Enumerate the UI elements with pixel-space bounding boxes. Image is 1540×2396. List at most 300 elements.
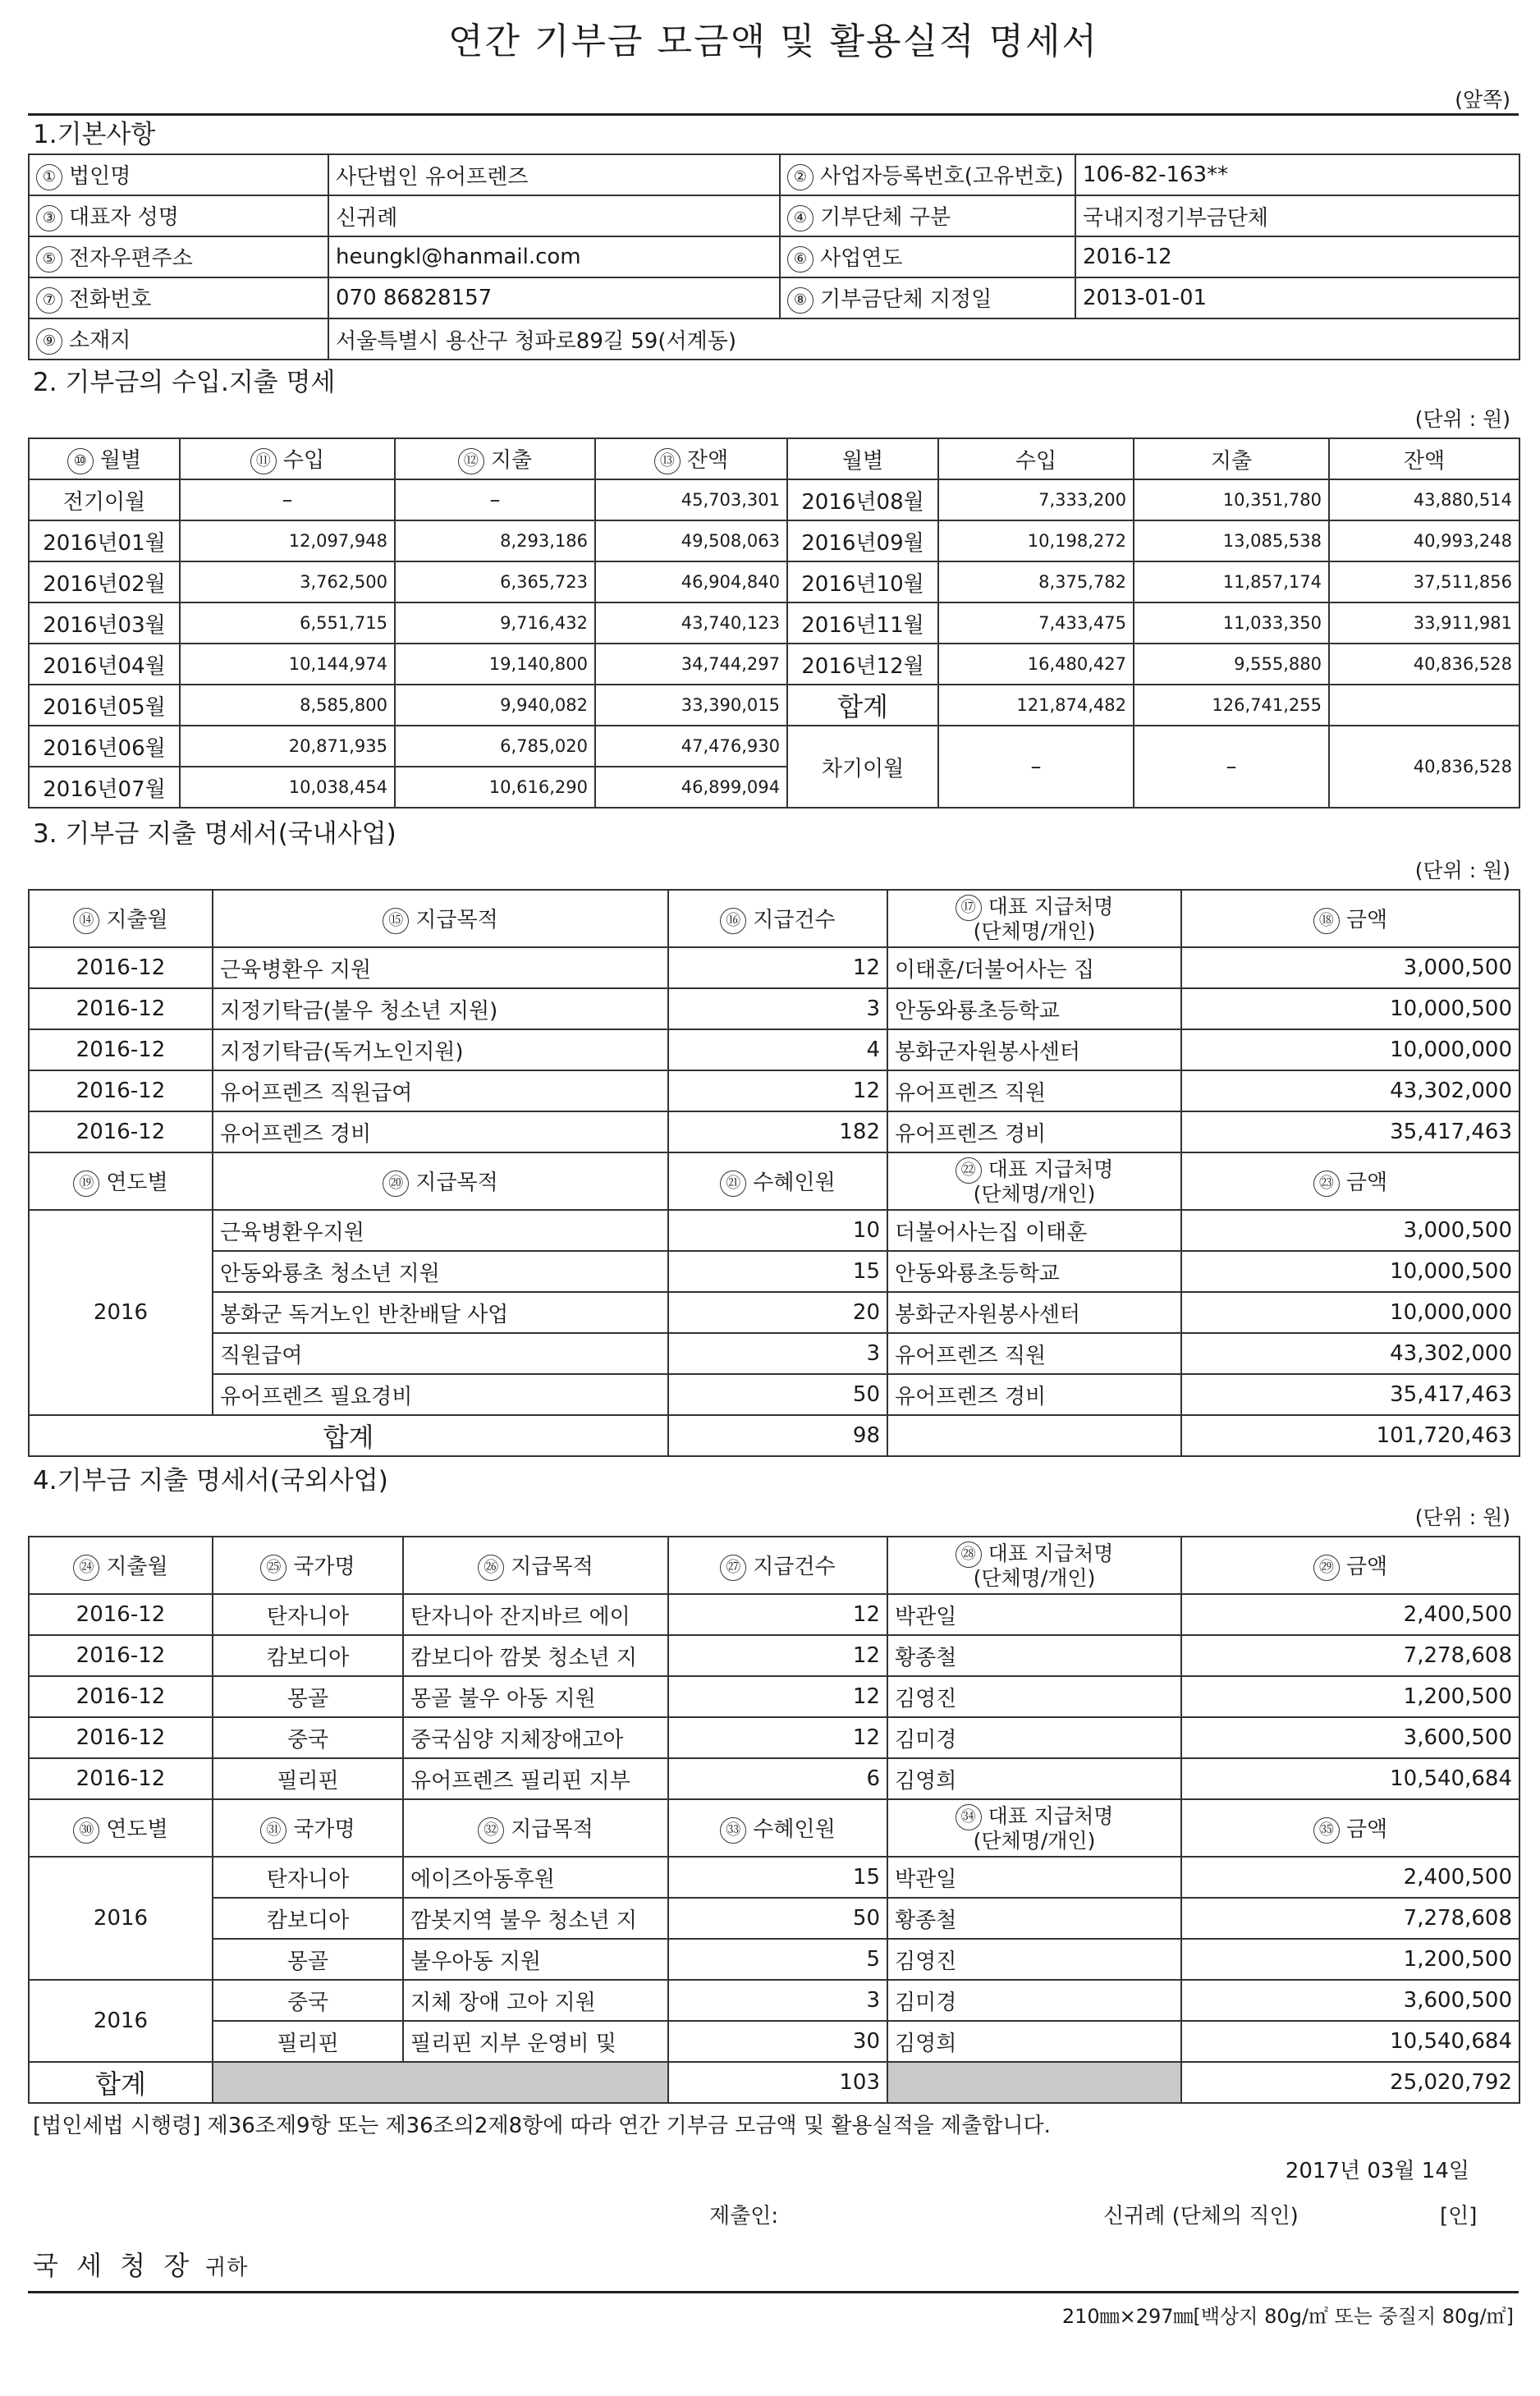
item-number-icon: ④ bbox=[787, 205, 814, 231]
balance-cell: 33,911,981 bbox=[1329, 602, 1519, 644]
column-header bbox=[403, 1799, 668, 1857]
field-value: 신귀례 bbox=[328, 195, 780, 236]
total-label: 합계 bbox=[29, 1415, 668, 1456]
month-cell: 2016-12 bbox=[29, 1029, 213, 1070]
column-header bbox=[213, 1537, 403, 1594]
income-cell: 10,038,454 bbox=[180, 767, 395, 808]
column-header bbox=[213, 890, 668, 947]
submitter-name: 신귀례 (단체의 직인) bbox=[1103, 2204, 1299, 2229]
purpose-cell: 봉화군 독거노인 반찬배달 사업 bbox=[213, 1292, 668, 1333]
amount-cell: 1,200,500 bbox=[1181, 1939, 1519, 1980]
expense-cell: 6,365,723 bbox=[395, 561, 595, 602]
section-3-heading: 3. 기부금 지출 명세서(국내사업) bbox=[33, 819, 396, 849]
law-statement: [법인세법 시행령] 제36조제9항 또는 제36조의2제8항에 따라 연간 기부금 모금액 및 활용실적을 제출합니다. bbox=[33, 2114, 1051, 2138]
income-expense-table bbox=[28, 438, 1520, 809]
month-cell: 2016-12 bbox=[29, 1758, 213, 1799]
expense-cell: 13,085,538 bbox=[1134, 520, 1329, 561]
header-text: 대표 지급처명 bbox=[988, 895, 1114, 919]
country-cell: 필리핀 bbox=[213, 2021, 403, 2062]
item-number-icon: ⑰ bbox=[956, 895, 982, 921]
balance-cell: 40,836,528 bbox=[1329, 644, 1519, 685]
column-header bbox=[1181, 1537, 1519, 1594]
expense-cell: 10,351,780 bbox=[1134, 479, 1329, 520]
overseas-row bbox=[29, 1635, 1519, 1676]
balance-cell: 43,740,123 bbox=[595, 602, 787, 644]
expense-cell: 6,785,020 bbox=[395, 726, 595, 767]
overseas-row bbox=[29, 1758, 1519, 1799]
item-number-icon: ① bbox=[36, 164, 62, 190]
header-text: 지급목적 bbox=[415, 1171, 498, 1196]
amount-cell: 43,302,000 bbox=[1181, 1333, 1519, 1374]
month-cell: 2016-12 bbox=[29, 1594, 213, 1635]
header-text: 금액 bbox=[1345, 1555, 1388, 1580]
purpose-cell: 불우아동 지원 bbox=[403, 1939, 668, 1980]
total-count: 98 bbox=[668, 1415, 887, 1456]
expense-cell: 9,716,432 bbox=[395, 602, 595, 644]
header-line bbox=[895, 921, 1174, 942]
recipient-cell: 유어프렌즈 직원 bbox=[887, 1333, 1181, 1374]
purpose-cell: 지정기탁금(독거노인지원) bbox=[213, 1029, 668, 1070]
month-cell: 2016년07월 bbox=[29, 767, 180, 808]
item-number-icon: ⑯ bbox=[720, 908, 746, 934]
submission-date: 2017년 03월 14일 bbox=[1285, 2159, 1469, 2183]
monthly-row bbox=[29, 644, 1519, 685]
amount-cell: 3,600,500 bbox=[1181, 1717, 1519, 1758]
recipient-cell: 봉화군자원봉사센터 bbox=[887, 1029, 1181, 1070]
month-cell: 2016년02월 bbox=[29, 561, 180, 602]
header-line bbox=[895, 1157, 1174, 1184]
label-text: 기부금단체 지정일 bbox=[820, 287, 992, 313]
label-text: 대표자 성명 bbox=[69, 205, 179, 231]
monthly-row bbox=[29, 602, 1519, 644]
column-header bbox=[887, 1537, 1181, 1594]
recipient-cell: 안동와룡초등학교 bbox=[887, 988, 1181, 1029]
carry-balance-cell: 40,836,528 bbox=[1329, 726, 1519, 808]
column-header bbox=[1329, 438, 1519, 479]
field-label bbox=[29, 195, 328, 236]
expense-cell: 10,616,290 bbox=[395, 767, 595, 808]
shaded-cell bbox=[887, 2062, 1181, 2103]
recipient-cell: 박관일 bbox=[887, 1594, 1181, 1635]
beneficiary-count-cell: 3 bbox=[668, 1333, 887, 1374]
header-text: 지급건수 bbox=[753, 1555, 836, 1580]
beneficiary-count-cell: 30 bbox=[668, 2021, 887, 2062]
recipient-cell: 유어프렌즈 경비 bbox=[887, 1111, 1181, 1152]
header-text: 월별 bbox=[99, 448, 142, 474]
section-4-heading: 4.기부금 지출 명세서(국외사업) bbox=[33, 1466, 388, 1496]
beneficiary-count-cell: 3 bbox=[668, 1980, 887, 2021]
month-cell: 2016년03월 bbox=[29, 602, 180, 644]
country-cell: 필리핀 bbox=[213, 1758, 403, 1799]
count-cell: 3 bbox=[668, 988, 887, 1029]
beneficiary-count-cell: 15 bbox=[668, 1251, 887, 1292]
count-cell: 12 bbox=[668, 1676, 887, 1717]
total-count: 103 bbox=[668, 2062, 887, 2103]
domestic-row bbox=[29, 1070, 1519, 1111]
count-cell: 6 bbox=[668, 1758, 887, 1799]
overseas-row bbox=[29, 1676, 1519, 1717]
month-cell: 2016년04월 bbox=[29, 644, 180, 685]
item-number-icon: ⑪ bbox=[250, 448, 277, 474]
overseas-year-row bbox=[29, 1939, 1519, 1980]
column-header bbox=[403, 1537, 668, 1594]
month-cell: 2016년12월 bbox=[787, 644, 938, 685]
monthly-row bbox=[29, 685, 1519, 726]
balance-cell: 37,511,856 bbox=[1329, 561, 1519, 602]
column-header bbox=[787, 438, 938, 479]
purpose-cell: 깜봇지역 불우 청소년 지 bbox=[403, 1898, 668, 1939]
expense-cell: 9,555,880 bbox=[1134, 644, 1329, 685]
column-header bbox=[29, 438, 180, 479]
beneficiary-count-cell: 50 bbox=[668, 1898, 887, 1939]
amount-cell: 3,000,500 bbox=[1181, 947, 1519, 988]
header-text: 금액 bbox=[1345, 908, 1388, 933]
recipient-cell: 유어프렌즈 경비 bbox=[887, 1374, 1181, 1415]
recipient-cell: 안동와룡초등학교 bbox=[887, 1251, 1181, 1292]
income-cell: 10,144,974 bbox=[180, 644, 395, 685]
domestic-year-row bbox=[29, 1374, 1519, 1415]
column-header bbox=[668, 1152, 887, 1210]
item-number-icon: ㉞ bbox=[956, 1804, 982, 1830]
recipient-cell: 이태훈/더불어사는 집 bbox=[887, 947, 1181, 988]
month-cell: 2016-12 bbox=[29, 1676, 213, 1717]
income-cell: 20,871,935 bbox=[180, 726, 395, 767]
domestic-row bbox=[29, 1111, 1519, 1152]
header-text: 연도별 bbox=[106, 1171, 168, 1196]
basic-info-row bbox=[29, 277, 1519, 318]
column-header bbox=[29, 1799, 213, 1857]
country-cell: 탄자니아 bbox=[213, 1594, 403, 1635]
monthly-row bbox=[29, 520, 1519, 561]
carry-month-cell: 차기이월 bbox=[787, 726, 938, 808]
item-number-icon: ⑮ bbox=[383, 908, 409, 934]
balance-cell: 33,390,015 bbox=[595, 685, 787, 726]
income-cell: 7,333,200 bbox=[938, 479, 1134, 520]
item-number-icon: ㉕ bbox=[260, 1555, 286, 1581]
country-cell: 캄보디아 bbox=[213, 1898, 403, 1939]
header-subtext: (단체명/개인) bbox=[973, 1566, 1096, 1590]
column-header bbox=[668, 1537, 887, 1594]
header-line bbox=[895, 1804, 1174, 1830]
column-header bbox=[887, 1152, 1181, 1210]
income-cell: 6,551,715 bbox=[180, 602, 395, 644]
amount-cell: 10,540,684 bbox=[1181, 1758, 1519, 1799]
purpose-cell: 직원급여 bbox=[213, 1333, 668, 1374]
label-text: 법인명 bbox=[69, 164, 131, 190]
column-header bbox=[29, 1152, 213, 1210]
expense-cell: – bbox=[395, 479, 595, 520]
amount-cell: 43,302,000 bbox=[1181, 1070, 1519, 1111]
country-cell: 몽골 bbox=[213, 1676, 403, 1717]
column-header bbox=[1134, 438, 1329, 479]
header-text: 수입 bbox=[1015, 448, 1057, 474]
count-cell: 12 bbox=[668, 1070, 887, 1111]
item-number-icon: ㉔ bbox=[73, 1555, 99, 1581]
header-text: 수혜인원 bbox=[753, 1817, 836, 1843]
income-cell: 121,874,482 bbox=[938, 685, 1134, 726]
header-line bbox=[895, 1184, 1174, 1205]
item-number-icon: ㉑ bbox=[720, 1171, 746, 1197]
count-cell: 182 bbox=[668, 1111, 887, 1152]
column-header bbox=[595, 438, 787, 479]
recipient-cell: 김영진 bbox=[887, 1676, 1181, 1717]
expense-cell: 126,741,255 bbox=[1134, 685, 1329, 726]
overseas-row bbox=[29, 1594, 1519, 1635]
income-cell: 16,480,427 bbox=[938, 644, 1134, 685]
monthly-row bbox=[29, 561, 1519, 602]
item-number-icon: ㉓ bbox=[1313, 1171, 1340, 1197]
column-header bbox=[1181, 1799, 1519, 1857]
count-cell: 12 bbox=[668, 1717, 887, 1758]
count-cell: 4 bbox=[668, 1029, 887, 1070]
domestic-row bbox=[29, 947, 1519, 988]
overseas-year-row bbox=[29, 1980, 1519, 2021]
item-number-icon: ⑧ bbox=[787, 287, 814, 314]
balance-cell bbox=[1329, 685, 1519, 726]
year-cell: 2016 bbox=[29, 1980, 213, 2062]
item-number-icon: ㉛ bbox=[260, 1817, 286, 1844]
header-line bbox=[895, 895, 1174, 921]
purpose-cell: 안동와룡초 청소년 지원 bbox=[213, 1251, 668, 1292]
amount-cell: 2,400,500 bbox=[1181, 1857, 1519, 1898]
header-text: 월별 bbox=[841, 448, 884, 474]
field-label bbox=[29, 154, 328, 195]
field-value: 106-82-163** bbox=[1075, 154, 1519, 195]
column-header bbox=[29, 1537, 213, 1594]
header-text: 국가명 bbox=[293, 1817, 355, 1843]
item-number-icon: ㉜ bbox=[478, 1817, 504, 1844]
header-text: 대표 지급처명 bbox=[988, 1157, 1114, 1181]
column-header bbox=[1181, 890, 1519, 947]
month-cell: 2016-12 bbox=[29, 1635, 213, 1676]
item-number-icon: ⑲ bbox=[73, 1171, 99, 1197]
month-cell: 2016년01월 bbox=[29, 520, 180, 561]
recipient-cell: 김영희 bbox=[887, 2021, 1181, 2062]
purpose-cell: 중국심양 지체장애고아 bbox=[403, 1717, 668, 1758]
field-value: heungkl@hanmail.com bbox=[328, 236, 780, 277]
amount-cell: 2,400,500 bbox=[1181, 1594, 1519, 1635]
purpose-cell: 유어프렌즈 경비 bbox=[213, 1111, 668, 1152]
income-cell: – bbox=[180, 479, 395, 520]
header-subtext: (단체명/개인) bbox=[973, 1829, 1096, 1853]
column-header bbox=[887, 1799, 1181, 1857]
amount-cell: 10,000,500 bbox=[1181, 988, 1519, 1029]
amount-cell: 10,000,500 bbox=[1181, 1251, 1519, 1292]
balance-cell: 45,703,301 bbox=[595, 479, 787, 520]
amount-cell: 35,417,463 bbox=[1181, 1111, 1519, 1152]
label-text: 기부단체 구분 bbox=[820, 205, 951, 231]
basic-info-row bbox=[29, 236, 1519, 277]
domestic-row bbox=[29, 988, 1519, 1029]
section-3-unit: (단위 : 원) bbox=[1414, 859, 1510, 882]
count-cell: 12 bbox=[668, 947, 887, 988]
amount-cell: 3,000,500 bbox=[1181, 1210, 1519, 1251]
header-text: 대표 지급처명 bbox=[988, 1804, 1114, 1828]
amount-cell: 10,540,684 bbox=[1181, 2021, 1519, 2062]
column-header bbox=[1181, 1152, 1519, 1210]
field-value: 서울특별시 용산구 청파로89길 59(서계동) bbox=[328, 318, 1519, 360]
item-number-icon: ㉟ bbox=[1313, 1817, 1340, 1844]
count-cell: 12 bbox=[668, 1635, 887, 1676]
balance-cell: 43,880,514 bbox=[1329, 479, 1519, 520]
field-label bbox=[780, 236, 1075, 277]
item-number-icon: ⑬ bbox=[654, 448, 681, 474]
month-cell: 2016-12 bbox=[29, 947, 213, 988]
purpose-cell: 유어프렌즈 필요경비 bbox=[213, 1374, 668, 1415]
recipient-cell: 박관일 bbox=[887, 1857, 1181, 1898]
column-header bbox=[668, 1799, 887, 1857]
recipient-cell: 김영희 bbox=[887, 1758, 1181, 1799]
country-cell: 중국 bbox=[213, 1717, 403, 1758]
basic-info-row bbox=[29, 154, 1519, 195]
beneficiary-count-cell: 50 bbox=[668, 1374, 887, 1415]
column-header bbox=[180, 438, 395, 479]
section-2-heading: 2. 기부금의 수입.지출 명세 bbox=[33, 368, 336, 397]
count-cell: 12 bbox=[668, 1594, 887, 1635]
item-number-icon: ⑳ bbox=[383, 1171, 409, 1197]
field-value: 사단법인 유어프렌즈 bbox=[328, 154, 780, 195]
field-label bbox=[780, 154, 1075, 195]
year-cell: 2016 bbox=[29, 1857, 213, 1980]
header-row bbox=[29, 1799, 1519, 1857]
month-cell: 2016년11월 bbox=[787, 602, 938, 644]
expense-cell: 8,293,186 bbox=[395, 520, 595, 561]
column-header bbox=[29, 890, 213, 947]
domestic-row bbox=[29, 1029, 1519, 1070]
header-text: 잔액 bbox=[686, 448, 729, 474]
column-header bbox=[213, 1152, 668, 1210]
total-row bbox=[29, 2062, 1519, 2103]
domestic-year-row bbox=[29, 1292, 1519, 1333]
header-line bbox=[895, 1830, 1174, 1852]
amount-cell: 7,278,608 bbox=[1181, 1635, 1519, 1676]
header-text: 지급목적 bbox=[511, 1817, 594, 1843]
header-row bbox=[29, 890, 1519, 947]
shaded-cell bbox=[213, 2062, 668, 2103]
expense-cell: 9,940,082 bbox=[395, 685, 595, 726]
header-text: 지출월 bbox=[106, 1555, 168, 1580]
header-text: 지출월 bbox=[106, 908, 168, 933]
balance-cell: 40,993,248 bbox=[1329, 520, 1519, 561]
income-cell: 3,762,500 bbox=[180, 561, 395, 602]
total-row bbox=[29, 1415, 1519, 1456]
field-value: 070 86828157 bbox=[328, 277, 780, 318]
month-cell: 2016년05월 bbox=[29, 685, 180, 726]
header-text: 대표 지급처명 bbox=[988, 1542, 1114, 1565]
balance-cell: 46,899,094 bbox=[595, 767, 787, 808]
beneficiary-count-cell: 10 bbox=[668, 1210, 887, 1251]
domestic-year-row bbox=[29, 1333, 1519, 1374]
recipient-cell: 김미경 bbox=[887, 1717, 1181, 1758]
carry-income-cell: – bbox=[938, 726, 1134, 808]
purpose-cell: 유어프렌즈 필리핀 지부 bbox=[403, 1758, 668, 1799]
field-label bbox=[29, 318, 328, 360]
item-number-icon: ㉚ bbox=[73, 1817, 99, 1844]
section-4-unit: (단위 : 원) bbox=[1414, 1505, 1510, 1529]
column-header bbox=[213, 1799, 403, 1857]
basic-info-row bbox=[29, 195, 1519, 236]
amount-cell: 7,278,608 bbox=[1181, 1898, 1519, 1939]
monthly-row bbox=[29, 479, 1519, 520]
label-text: 전화번호 bbox=[69, 287, 152, 313]
recipient-cell: 봉화군자원봉사센터 bbox=[887, 1292, 1181, 1333]
header-text: 수입 bbox=[282, 448, 325, 474]
header-text: 지출 bbox=[490, 448, 533, 474]
total-label: 합계 bbox=[29, 2062, 213, 2103]
header-text: 금액 bbox=[1345, 1171, 1388, 1196]
field-label bbox=[29, 277, 328, 318]
amount-cell: 10,000,000 bbox=[1181, 1292, 1519, 1333]
recipient-cell: 김미경 bbox=[887, 1980, 1181, 2021]
month-cell: 2016-12 bbox=[29, 988, 213, 1029]
field-label bbox=[29, 236, 328, 277]
item-number-icon: ⑭ bbox=[73, 908, 99, 934]
field-label bbox=[780, 195, 1075, 236]
seal-mark: [인] bbox=[1440, 2204, 1478, 2229]
total-amount: 25,020,792 bbox=[1181, 2062, 1519, 2103]
expense-cell: 11,857,174 bbox=[1134, 561, 1329, 602]
header-text: 국가명 bbox=[293, 1555, 355, 1580]
header-row bbox=[29, 1537, 1519, 1594]
item-number-icon: ㉒ bbox=[956, 1157, 982, 1184]
month-cell: 2016년10월 bbox=[787, 561, 938, 602]
total-amount: 101,720,463 bbox=[1181, 1415, 1519, 1456]
item-number-icon: ⑥ bbox=[787, 246, 814, 273]
label-text: 소재지 bbox=[69, 328, 131, 354]
purpose-cell: 근육병환우지원 bbox=[213, 1210, 668, 1251]
item-number-icon: ⑱ bbox=[1313, 908, 1340, 934]
header-subtext: (단체명/개인) bbox=[973, 919, 1096, 943]
purpose-cell: 지체 장애 고아 지원 bbox=[403, 1980, 668, 2021]
amount-cell: 35,417,463 bbox=[1181, 1374, 1519, 1415]
beneficiary-count-cell: 15 bbox=[668, 1857, 887, 1898]
empty-cell bbox=[887, 1415, 1181, 1456]
monthly-row bbox=[29, 726, 1519, 767]
overseas-row bbox=[29, 1717, 1519, 1758]
item-number-icon: ㉝ bbox=[720, 1817, 746, 1844]
month-cell: 전기이월 bbox=[29, 479, 180, 520]
header-subtext: (단체명/개인) bbox=[973, 1182, 1096, 1206]
purpose-cell: 몽골 불우 아동 지원 bbox=[403, 1676, 668, 1717]
item-number-icon: ② bbox=[787, 164, 814, 190]
section-2-unit: (단위 : 원) bbox=[1414, 407, 1510, 431]
income-cell: 8,585,800 bbox=[180, 685, 395, 726]
overseas-year-row bbox=[29, 1857, 1519, 1898]
field-value: 국내지정기부금단체 bbox=[1075, 195, 1519, 236]
header-text: 잔액 bbox=[1403, 448, 1446, 474]
header-text: 지급목적 bbox=[511, 1555, 594, 1580]
column-header bbox=[395, 438, 595, 479]
month-cell: 2016-12 bbox=[29, 1717, 213, 1758]
month-cell: 2016년08월 bbox=[787, 479, 938, 520]
domestic-year-row bbox=[29, 1251, 1519, 1292]
item-number-icon: ㉘ bbox=[956, 1542, 982, 1568]
income-cell: 12,097,948 bbox=[180, 520, 395, 561]
header-line bbox=[895, 1568, 1174, 1589]
month-cell: 2016-12 bbox=[29, 1070, 213, 1111]
label-text: 사업연도 bbox=[820, 246, 903, 272]
section-1-heading: 1.기본사항 bbox=[28, 113, 1519, 153]
purpose-cell: 필리핀 지부 운영비 및 bbox=[403, 2021, 668, 2062]
income-cell: 7,433,475 bbox=[938, 602, 1134, 644]
month-cell: 2016년09월 bbox=[787, 520, 938, 561]
submitter-line bbox=[28, 2199, 1519, 2229]
item-number-icon: ⑤ bbox=[36, 246, 62, 273]
domestic-year-row bbox=[29, 1210, 1519, 1251]
column-header bbox=[668, 890, 887, 947]
page-side-label: (앞쪽) bbox=[1455, 88, 1510, 112]
address-row bbox=[29, 318, 1519, 360]
